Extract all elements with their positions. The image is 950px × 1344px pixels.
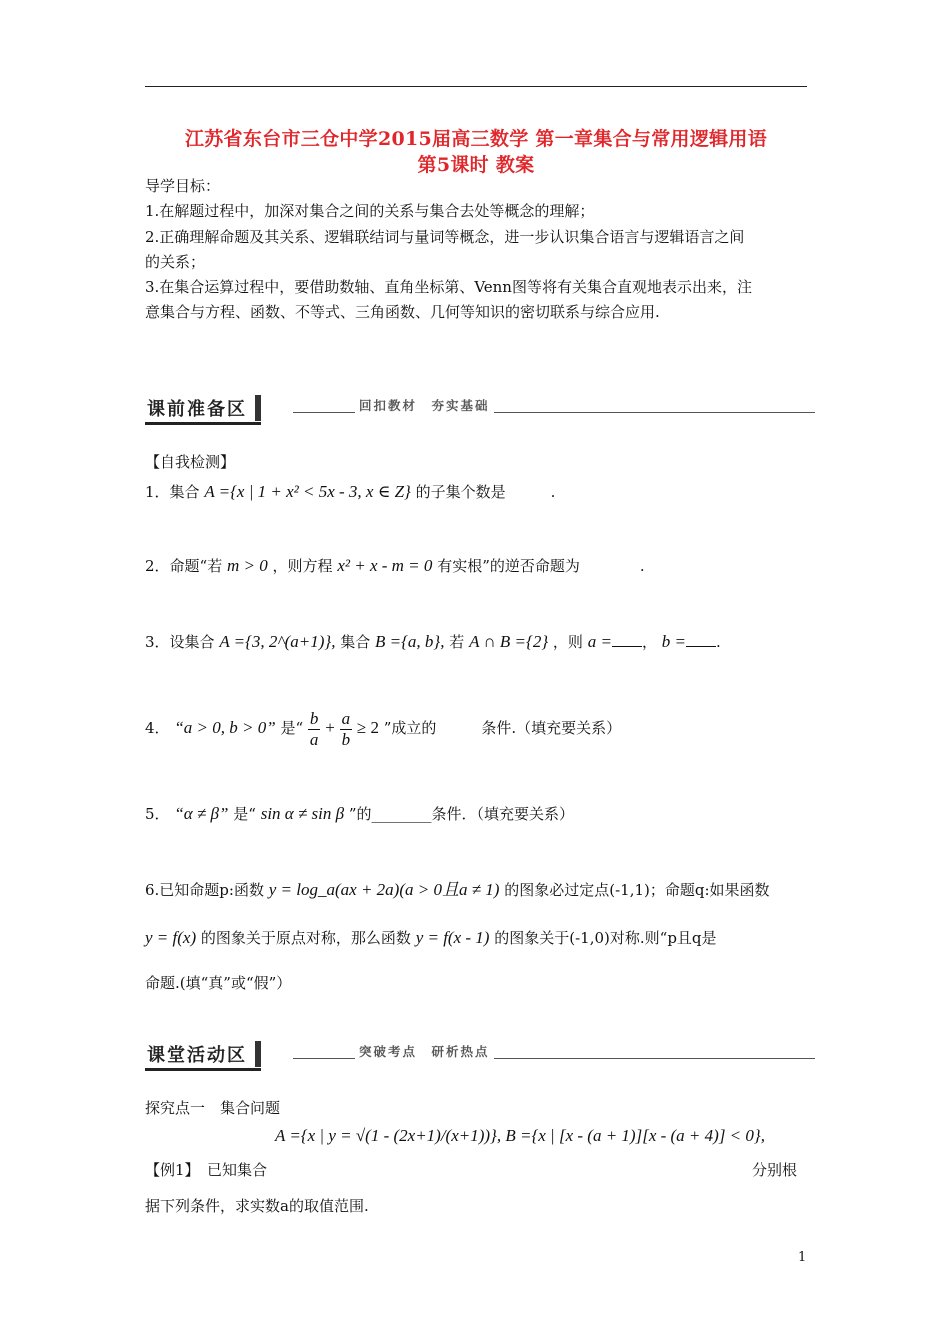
doc-title-line1: 江苏省东台市三仓中学2015届高三数学 第一章集合与常用逻辑用语 <box>184 128 768 150</box>
goal-2a: 2.正确理解命题及其关系、逻辑联结词与量词等概念，进一步认识集合语言与逻辑语言之间 <box>145 228 745 246</box>
q2-equation: x² + x - m = 0 <box>337 556 433 575</box>
question-5 <box>145 804 574 824</box>
q5-condition-2: sin α ≠ sin β <box>260 804 345 823</box>
q3-a-label: a = <box>587 632 612 651</box>
question-4: 4． “a > 0, b > 0” 是“ $\frac{b}{a}$ + $\frac{a}{b}$ ≥ 2 ”成立的 条件.（填充要关系） <box>145 708 622 749</box>
section-subtitle-class: 突破考点 研析热点 <box>355 1042 494 1060</box>
q5-mid: 是“ <box>233 805 256 823</box>
goal-3a: 3.在集合运算过程中，要借助数轴、直角坐标第、Venn图等将有关集合直观地表示出来，注 <box>145 278 752 296</box>
q2-suffix: 有实根”的逆否命题为 . <box>437 557 645 575</box>
example-1-set-expression <box>275 1126 765 1146</box>
example-1-label: 【例1】 已知集合 <box>145 1161 268 1179</box>
section-subtitle-prep: 回扣教材 夯实基础 <box>355 396 494 414</box>
q3-mid2: 若 <box>449 633 465 651</box>
q3-prefix: 3．设集合 <box>145 633 215 651</box>
q3-set-a: A ={3, 2^(a+1)}, <box>219 632 336 651</box>
question-1 <box>145 482 555 502</box>
q2-mid: ，则方程 <box>272 557 333 575</box>
q4-fraction-a-over-b: $\frac{a}{b}$ <box>341 708 351 749</box>
section-banner-class <box>145 1040 815 1072</box>
q5-prefix: 5． <box>145 805 170 823</box>
goal-2b: 的关系； <box>145 253 206 271</box>
section-title-class: 课堂活动区 <box>147 1045 247 1066</box>
q3-mid3: ，则 <box>552 633 583 651</box>
example-1-line2: 据下列条件，求实数a的取值范围. <box>145 1197 369 1215</box>
q6-prefix: 6.已知命题p:函数 <box>145 881 264 899</box>
q6-function-shift: y = f(x - 1) <box>415 928 490 947</box>
q4-ge: ≥ 2 <box>356 718 379 737</box>
q4-mid: 是“ <box>280 719 304 737</box>
q4-prefix: 4． <box>145 719 170 737</box>
q3-b-blank <box>686 632 716 647</box>
q4-condition: “a > 0, b > 0” <box>174 718 276 737</box>
example-1-tail: 分别根 <box>752 1161 798 1179</box>
self-check-heading: 【自我检测】 <box>145 453 236 471</box>
q4-fraction-b-over-a: $\frac{b}{a}$ <box>309 708 319 749</box>
q5-condition-1: “α ≠ β” <box>174 804 229 823</box>
q3-a-blank <box>612 632 642 647</box>
q1-prefix: 1．集合 <box>145 483 200 501</box>
q3-intersection: A ∩ B ={2} <box>469 632 549 651</box>
question-6-line3: 命题.(填“真”或“假”） <box>145 974 292 992</box>
banner-bar <box>255 1041 261 1067</box>
goal-3b: 意集合与方程、函数、不等式、三角函数、几何等知识的密切联系与综合应用. <box>145 303 660 321</box>
question-3: 3．设集合 A ={3, 2^(a+1)}, 集合 B ={a, b}, 若 A ∩ B ={2} ，则 a = ， b = . <box>145 632 721 651</box>
explore-point-1: 探究点一 集合问题 <box>145 1099 281 1117</box>
header-rule <box>145 86 807 87</box>
q5-suffix: ”的________条件．（填充要关系） <box>348 805 575 823</box>
q4-suffix: ”成立的 条件.（填充要关系） <box>383 719 622 737</box>
question-2 <box>145 556 645 576</box>
doc-title-line2: 第5课时 教案 <box>417 154 535 176</box>
q6-suffix2: 的图象关于(-1,0)对称.则“p且q是 <box>494 929 717 947</box>
page-number: 1 <box>798 1250 807 1265</box>
q6-function-f: y = f(x) <box>145 928 197 947</box>
q1-set-expression: A ={x | 1 + x² < 5x - 3, x ∈ Z} <box>204 482 411 501</box>
q3-mid1: 集合 <box>340 633 371 651</box>
question-6-line1 <box>145 880 770 900</box>
q3-b-label: b = <box>661 632 686 651</box>
section-title-prep: 课前准备区 <box>147 399 247 420</box>
goal-1: 1.在解题过程中，加深对集合之间的关系与集合去处等概念的理解； <box>145 202 595 220</box>
q1-suffix: 的子集个数是 . <box>415 483 556 501</box>
question-6-line2 <box>145 928 717 948</box>
q6-suffix: 的图象必过定点(-1,1)；命题q:如果函数 <box>504 881 770 899</box>
q2-condition: m > 0 <box>227 556 268 575</box>
q2-prefix: 2．命题“若 <box>145 557 223 575</box>
q3-set-b: B ={a, b}, <box>375 632 445 651</box>
section-banner-prep <box>145 394 815 426</box>
q6-mid2: 的图象关于原点对称，那么函数 <box>200 929 411 947</box>
banner-bar <box>255 395 261 421</box>
q6-function-log: y = log_a(ax + 2a)(a > 0且a ≠ 1) <box>268 880 500 899</box>
goals-heading: 导学目标： <box>145 177 221 195</box>
example-1-math: A ={x | y = √(1 - (2x+1)/(x+1))}, B ={x | [x - (a + 1)][x - (a + 4)] < 0}, <box>275 1126 765 1145</box>
